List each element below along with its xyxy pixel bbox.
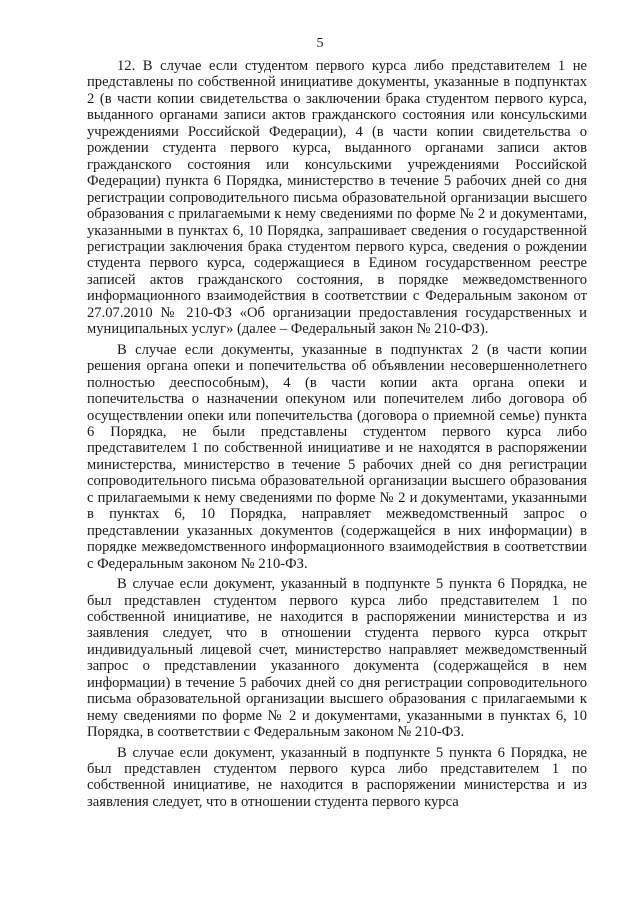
document-body — [87, 58, 587, 814]
page-number: 5 — [316, 36, 324, 51]
paragraph-personal-account-continued: В случае если документ, указанный в подпункте 5 пункта 6 Порядка, не был представлен студентом первого курса либо представителем 1 по собственной инициативе, не находится в распоряжении министерства и из заявления следует, что в отношении студента первого курса — [87, 744, 587, 810]
paragraph-12: 12. В случае если студентом первого курса либо представителем 1 не представлены по собственной инициативе документы, указанные в подпунктах 2 (в части копии свидетельства о заключении брака студентом первого курса, выданного органами записи актов гражданского состояния или консульскими учреждениями Российской Федерации), 4 (в части копии свидетельства о рождении студента первого курса, выданного органами записи актов гражданского состояния или консульскими учреждениями Российской Федерации) пункта 6 Порядка, министерство в течение 5 рабочих дней со дня регистрации сопроводительного письма образовательной организации высшего образования с прилагаемыми к нему сведениями по форме № 2 и документами, указанными в пунктах 6, 10 Порядка, запрашивает сведения о государственной регистрации заключения брака студентом первого курса, сведения о рождении студента первого курса, содержащиеся в Едином государственном реестре записей актов гражданского состояния, в порядке межведомственного информационного взаимодействия в соответствии с Федеральным законом от 27.07.2010 № 210-ФЗ «Об организации предоставления государственных и муниципальных услуг» (далее – Федеральный закон № 210-ФЗ). — [87, 58, 587, 338]
paragraph-guardianship-documents: В случае если документы, указанные в подпунктах 2 (в части копии решения органа опеки и попечительства об объявлении несовершеннолетнего полностью дееспособным), 4 (в части копии акта органа опеки и попечительства о назначении опекуном или попечителем либо договора об осуществлении опеки или попечительства (договора о приемной семье) пункта 6 Порядка, не были представлены студентом первого курса либо представителем 1 по собственной инициативе и не находятся в распоряжении министерства, министерство в течение 5 рабочих дней со дня регистрации сопроводительного письма образовательной организации высшего образования с прилагаемыми к нему сведениями по форме № 2 и документами, указанными в пунктах 6, 10 Порядка, направляет межведомственный запрос о представлении указанных документов (содержащейся в них информации) в порядке межведомственного информационного взаимодействия в соответствии с Федеральным законом № 210-ФЗ. — [87, 341, 587, 572]
paragraph-personal-account-document: В случае если документ, указанный в подпункте 5 пункта 6 Порядка, не был представлен студентом первого курса либо представителем 1 по собственной инициативе, не находится в распоряжении министерства и из заявления следует, что в отношении студента первого курса открыт индивидуальный лицевой счет, министерство направляет межведомственный запрос о представлении указанного документа (содержащейся в нем информации) в течение 5 рабочих дней со дня регистрации сопроводительного письма образовательной организации высшего образования с прилагаемыми к нему сведениями по форме № 2 и документами, указанными в пунктах 6, 10 Порядка, в соответствии с Федеральным законом № 210-ФЗ. — [87, 576, 587, 741]
